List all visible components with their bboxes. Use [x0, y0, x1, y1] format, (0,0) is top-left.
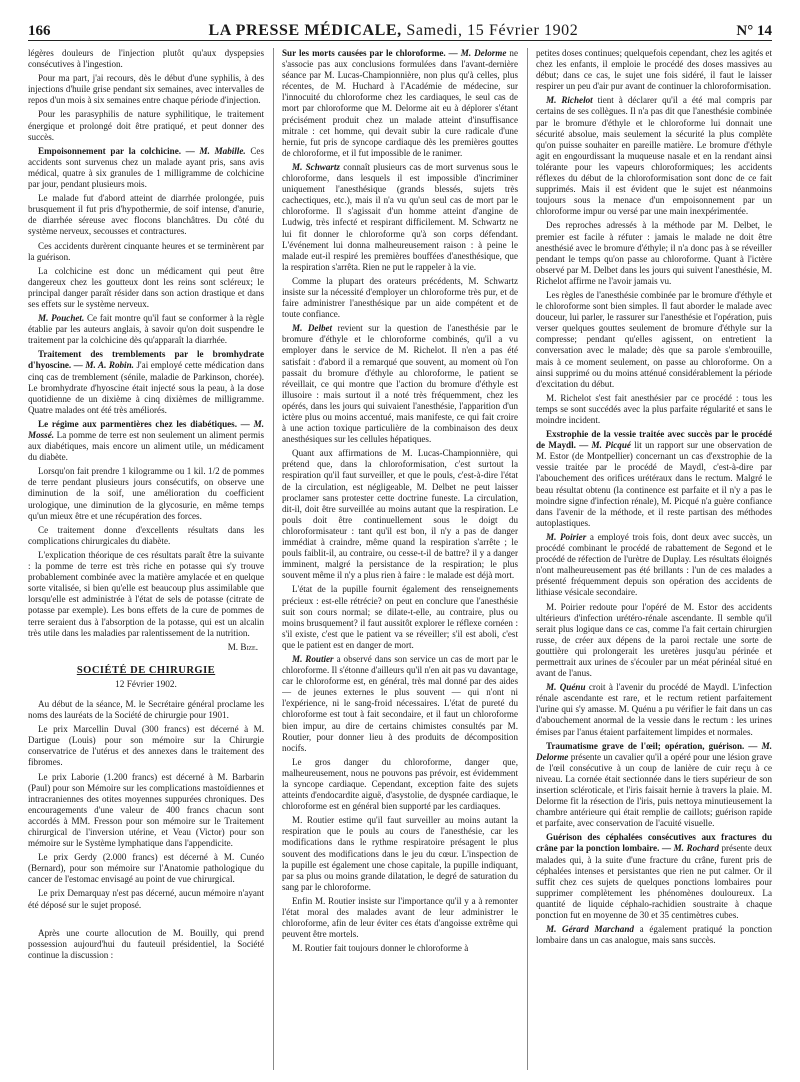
page-number: 166	[28, 23, 51, 39]
article-text: Ces accidents sont survenus chez un malade ayant pris, sans avis médical, quatre à six granules de 1 milligramme de colchicine par jour, pendant plusieurs mois.	[28, 145, 264, 190]
paragraph: M. Richelot s'est fait anesthésier par ce procédé : tous les temps se sont succédés avec la plus parfaite régularité et sans le moindre incident.	[536, 392, 772, 425]
article-author: — M. Delorme	[536, 740, 772, 762]
article-heading: Le régime aux parmentières chez les diabétiques.	[38, 418, 237, 429]
paragraph: Ce traitement donne d'excellents résultats dans les complications chirurgicales du diabète.	[28, 524, 264, 546]
paragraph	[282, 323, 518, 445]
article-text: lit un rapport sur une observation de M. Estor (de Montpellier) concernant un cas d'exstrophie de la vessie traitée par le procédé de Maydl, c'est-à-dire par l'abouchement des orifices urétéraux dans le rectum. Malgré le beau résultat obtenu (la continence est parfaite et il n'y a pas le moindre signe d'infection rénale), M. Picqué n'a guère confiance dans l'avenir de la méthode, et il reste partisan des méthodes autoplastiques.	[536, 440, 772, 528]
paragraph: Quant aux affirmations de M. Lucas-Championnière, qui prétend que, dans la chloroformisation, c'est surtout la respiration qu'il faut surveiller, et que le pouls, c'est-à-dire l'état de la circulation, est négligeable, M. Delbet ne peut laisser proclamer sans protester cette doctrine funeste. La circulation, dit-il, doit être surveillée au moins autant que la respiration. Le pouls doit être continuellement sous le doigt du chloroformisateur : tant qu'il est bon, il n'y a pas de danger immédiat à craindre, même quand la respiration s'arrête ; le pouls faiblit-il, au contraire, ou cesse-t-il de battre? il y a danger imminent, malgré la persistance de la respiration; le plus souvent même il n'y a plus rien à faire : le malade est déjà mort.	[282, 448, 518, 581]
paragraph	[28, 313, 264, 346]
column-middle	[282, 48, 518, 1070]
paragraph: Des reproches adressés à la méthode par M. Delbet, le premier est facile à réfuter : jamais le malade ne doit être anesthésié avec le bromure d'éthyle; il n'a donc pas à se réveiller pendant le temps qu'on passe au chloroforme. Quant à l'ictère observé par M. Delbet dans les jours qui suivent l'anesthésie, M. Richelot affirme ne l'avoir jamais vu.	[536, 220, 772, 286]
paragraph: Ces accidents durèrent cinquante heures et se terminèrent par la guérison.	[28, 240, 264, 262]
page-header	[28, 18, 772, 41]
speaker-name: M. Gérard Marchand	[546, 924, 634, 935]
paragraph: Le malade fut d'abord atteint de diarrhée prolongée, puis brusquement il fut pris d'hypothermie, de soif intense, d'anurie, de diarrhée séreuse avec flocons blanchâtres. Du côté du système nerveux, secousses et contractures.	[28, 193, 264, 237]
paragraph: petites doses continues; quelquefois cependant, chez les agités et chez les enfants, il emploie le procédé des doses massives au début; dans ce cas, le sujet une fois sidéré, il faut le laisser respirer un peu d'air pur avant de continuer la chloroformisation.	[536, 48, 772, 92]
speaker-name: M. Poirier	[546, 531, 587, 542]
speaker-text: connaît plusieurs cas de mort survenus sous le chloroforme, dans lesquels il est impossible d'incriminer uniquement l'anesthésique (grands blessés, sujets très cachectiques, etc.), mais il n'a vu qu'un seul cas de mort par le chloroforme. Il s'agissait d'un homme atteint d'angine de Ludwig, très infecté et respirant difficilement. M. Schwartz ne lui fit donner le chloroforme qu'à son corps défendant. L'événement lui donna malheureusement raison : à peine le malade eut-il respiré les premières bouffées d'anesthésique, que la respiration s'arrêta. Rien ne put le rappeler à la vie.	[282, 161, 518, 272]
article-author: — M. Picqué	[579, 440, 631, 451]
speaker-text: a observé dans son service un cas de mort par le chloroforme. Il s'étonne d'ailleurs qu'il n'en ait pas vu davantage, car le chloroforme est, en général, très mal donné par des aides — de jeunes externes le plus souvent — qui n'ont ni l'expérience, ni le sang-froid nécessaires. L'état de pureté du chloroforme est tout à fait secondaire, et il faut un chloroforme bien impur, au dire de certains chimistes consultés par M. Routier, pour donner lieu à des produits de décomposition nocifs.	[282, 653, 518, 753]
paragraph	[536, 682, 772, 737]
paragraph: La colchicine est donc un médicament qui peut être dangereux chez les goutteux dont les reins sont scléreux; le principal danger paraît résider dans son action drastique et dans ses effets sur le système nerveux.	[28, 265, 264, 309]
paragraph: Pour les parasyphilis de nature syphilitique, le traitement énergique et prolongé doit être pratiqué, et peut donner des succès.	[28, 109, 264, 142]
paragraph: Le prix Gerdy (2.000 francs) est décerné à M. Cunéo (Bernard), pour son mémoire sur l'Anatomie pathologique du cancer de l'estomac envisagé au point de vue chirurgical.	[28, 852, 264, 885]
speaker-name: M. Routier	[292, 653, 334, 664]
paragraph	[536, 532, 772, 599]
section-date: 12 Février 1902.	[115, 679, 177, 690]
paragraph: Lorsqu'on fait prendre 1 kilogramme ou 1 kil. 1/2 de pommes de terre pendant plusieurs jours consécutifs, on observe une diminution de la soif, une amélioration du coefficient urologique, une diminution de la glycosurie, en même temps qu'un mieux être et une récupération des forces.	[28, 466, 264, 521]
article-text: J'ai employé cette médication dans cinq cas de tremblement (sénile, maladie de Parkinson, chorée). Le bromhydrate d'hyoscine était injecté sous la peau, à la dose quotidienne de un dixième à cinq dixièmes de milligramme. Quatre malades ont été très améliorés.	[28, 360, 264, 415]
paragraph: L'explication théorique de ces résultats paraît être la suivante : la pomme de terre est très riche en potasse qui s'y trouve probablement combinée avec la matière amylacée et en quelque sorte vitalisée, si bien qu'elle est beaucoup plus assimilable que lorsqu'elle est administrée à l'état de sels de potasse (citrate de potasse par exemple). Les bons effets de la cure de pommes de terre seraient dus à l'absorption de la potasse, qui est un alcalin très utile dans les maladies par ralentissement de la nutrition.	[28, 549, 264, 638]
paragraph	[282, 654, 518, 754]
article-text: La pomme de terre est non seulement un aliment permis aux diabétiques, mais encore un aliment utile, un médicament du diabète.	[28, 430, 264, 463]
speaker-text: tient à déclarer qu'il a été mal compris par certains de ses collègues. Il n'a pas dit que l'anesthésie combinée par le bromure d'éthyle et le chloroforme lui donnait une sécurité absolue, mais seulement la sécurité la plus complète qu'on puisse souhaiter en pareille matière. Le bromure d'éthyle agit en engourdissant la muqueuse nasale et en la rendant ainsi tolérante pour les vapeurs chloroformiques; les accidents réflexes du début de la chloroformisation sont donc de ce fait supprimés. Mais il est évident que le sujet est néanmoins toujours sous la menace d'un empoisonnement par un chloroforme impur ou versé par une main inexpérimentée.	[536, 95, 772, 217]
paragraph	[536, 924, 772, 946]
article-heading: Traumatisme grave de l'œil; opération, guérison.	[546, 740, 745, 751]
section-title: SOCIÉTÉ DE CHIRURGIE	[76, 664, 216, 676]
paragraph: légères douleurs de l'injection plutôt qu'aux dyspepsies consécutives à l'ingestion.	[28, 48, 264, 70]
speaker-name: M. Delbet	[292, 323, 333, 334]
paragraph: Le prix Demarquay n'est pas décerné, aucun mémoire n'ayant été déposé sur le sujet proposé.	[28, 888, 264, 910]
paragraph: Le gros danger du chloroforme, danger que, malheureusement, nous ne pouvons pas prévoir, est évidemment la syncope cardiaque. Cependant, exception faite des sujets atteints d'endocardite aiguë, d'asystolie, de dyspnée cardiaque, le chloroforme est en général bien supporté par les cardiaques.	[282, 756, 518, 812]
article-cephalees	[536, 832, 772, 921]
paragraph: L'état de la pupille fournit également des renseignements précieux : est-elle rétrécie? on peut en conclure que l'anesthésie suit son cours normal; se dilate-t-elle, au contraire, plus ou moins brusquement? il faut aussitôt explorer le réflexe cornéen : s'il existe, c'est que le patient va se réveiller; s'il est aboli, c'est que le patient est en danger de mort.	[282, 584, 518, 650]
article-heading: Guérison des céphalées consécutives aux fractures du crâne par la ponction lombaire.	[536, 832, 772, 854]
paragraph: Le prix Laborie (1.200 francs) est décerné à M. Barbarin (Paul) pour son Mémoire sur les complications mastoïdiennes et intracraniennes des otites moyennes suppurées chroniques. Des encouragements d'une valeur de 400 francs chacun sont accordés à MM. Fresson pour son mémoire sur le Traitement chirurgical de l'inversion utérine, et Veau (Victor) pour son mémoire sur le Système lymphatique dans l'appendicite.	[28, 771, 264, 849]
article-author: — M. Mabille.	[185, 145, 246, 156]
paragraph: Les règles de l'anesthésie combinée par le bromure d'éthyle et le chloroforme sont bien simples. Il faut aborder le malade avec douceur, lui parler, le rassurer sur l'anesthésie et l'opération, puis verser quelques gouttes seulement de bromure d'éthyle sur la compresse; pendant qu'elles agissent, on entretient la conversation avec le malade; dès que sa parole s'embrouille, mais à ce moment seulement, on passe au chloroforme. On a ainsi supprimé ou du moins atténué considérablement la période d'excitation du début.	[536, 289, 772, 389]
paragraph	[282, 162, 518, 273]
issue-date: Samedi, 15 Février 1902	[406, 22, 579, 39]
paragraph: Pour ma part, j'ai recours, dès le début d'une syphilis, à des injections d'huile grise pendant six semaines, avec intervalles de repos d'un mois à six semaines entre chaque période d'injection.	[28, 73, 264, 106]
paragraph: Au début de la séance, M. le Secrétaire général proclame les noms des lauréats de la Société de chirurgie pour 1901.	[28, 698, 264, 721]
article-author: — M. Delorme	[448, 48, 507, 58]
article-exstrophie	[536, 429, 772, 529]
column-left	[28, 48, 264, 1070]
paragraph: Enfin M. Routier insiste sur l'importance qu'il y a à remonter l'état moral des malades avant de leur administrer le chloroforme, afin de leur éviter ces états d'angoisse extrême qui peuvent être mortels.	[282, 895, 518, 940]
speaker-text: a employé trois fois, dont deux avec succès, un procédé combinant le procédé de rabattement de Segond et le procédé de réfection de l'urètre de Duplay. Les résultats éloignés n'ont malheureusement pas été brillants : l'un de ces malades a présenté fréquemment depuis son opération des accidents de lithiase vésicale secondaire.	[536, 531, 772, 598]
paragraph: Après une courte allocution de M. Bouilly, qui prend possession aujourd'hui du fauteuil présidentiel, la Société continue la discussion :	[28, 927, 264, 960]
speaker-text: croit à l'avenir du procédé de Maydl. L'infection rénale ascendante est rare, et le rectum retient parfaitement l'urine qui s'y amasse. M. Quénu a pu vérifier le fait dans un cas d'abouchement anormal de la vessie dans le rectum : les urines émises par l'anus étaient parfaitement limpides et normales.	[536, 682, 772, 737]
paragraph: Le prix Marcellin Duval (300 francs) est décerné à M. Dartigue (Louis) pour son mémoire sur la Chirurgie conservatrice de l'utérus et des annexes dans le traitement des fibromes.	[28, 724, 264, 768]
article-text: ne s'associe pas aux conclusions formulées dans l'avant-dernière séance par M. Lucas-Championnière, non plus qu'à celles, plus récentes, de M. Huchard à l'Académie de médecine, sur l'innocuité du chloroforme chez les cardiaques, le seul cas de mort par chloroforme que M. Delorme ait eu à déplorer s'étant précisément produit chez un malade atteint d'insuffisance mitrale : cet homme, qui devait subir la cure radicale d'une hernie, fut pris de syncope cardiaque dès les premières gouttes de chloroforme, et il fut impossible de le ranimer.	[282, 48, 518, 158]
speaker-name: M. Quénu	[546, 682, 586, 693]
column-divider	[273, 48, 274, 1070]
article-author: — M. A. Robin.	[73, 360, 134, 371]
article-author: — M. Mossé.	[28, 418, 264, 440]
signature: M. Bize.	[227, 641, 258, 652]
article-colchicine	[28, 146, 264, 190]
article-regime	[28, 419, 264, 463]
column-divider	[527, 48, 528, 1070]
article-author: — M. Rochard	[661, 843, 719, 854]
article-heading: Sur les morts causées par le chloroforme.	[282, 48, 446, 58]
speaker-text: Ce fait montre qu'il faut se conformer à la règle établie par les auteurs anglais, à savoir qu'on doit suspendre le traitement par la colchicine dès qu'apparaît la diarrhée.	[28, 313, 264, 346]
speaker-name: M. Richelot	[546, 95, 593, 106]
article-heading: Empoisonnement par la colchicine.	[38, 145, 182, 156]
spacer	[28, 914, 264, 928]
paragraph: M. Poirier redoute pour l'opéré de M. Estor des accidents ultérieurs d'infection urétéro-rénale ascendante. Il semble qu'il serait plus logique dans ce cas, comme l'a fait certain chirurgien russe, de créer aux dépens de la paroi rectale une sorte de gouttière qui prolongerait les uretères jusqu'au périnée et permettrait aux urines de s'écouler par un méat périnéal situé en avant de l'anus.	[536, 601, 772, 679]
speaker-name: M. Schwartz	[292, 161, 340, 172]
article-traumatisme	[536, 741, 772, 830]
article-chloroforme	[282, 48, 518, 159]
article-heading: Traitement des tremblements par le bromhydrate d'hyoscine.	[28, 349, 264, 371]
article-heading: Exstrophie de la vessie traitée avec succès par le procédé de Maydl.	[536, 429, 772, 451]
speaker-name: M. Pouchet.	[38, 313, 85, 324]
article-text: présente deux malades qui, à la suite d'une fracture du crâne, furent pris de céphalées intenses et persistantes que rien ne put calmer. Or il suffit chez ces sujets de quelques ponctions lombaires pour supprimer complètement les phénomènes douloureux. La quantité de liquide céphalo-rachidien soustraite à chaque ponction fut en moyenne de 30 et 35 centimètres cubes.	[536, 843, 772, 921]
masthead	[209, 22, 579, 40]
article-text: présente un cavalier qu'il a opéré pour une lésion grave de l'œil consécutive à un coup de lanière de cuir reçu à ce niveau. La cornée était sectionnée dans le tiers supérieur de son insertion scléroticale, et l'iris faisait hernie à travers la plaie. M. Delorme fit la résection de l'iris, puis nettoya minutieusement la chambre antérieure qui était remplie de caillots; guérison rapide et parfaite, avec conservation de l'acuité visuelle.	[536, 751, 772, 829]
paragraph: M. Routier fait toujours donner le chloroforme à	[292, 943, 469, 954]
column-right	[536, 48, 772, 1070]
speaker-text: revient sur la question de l'anesthésie par le bromure d'éthyle et le chloroforme combinés, qu'il a vu employer dans le service de M. Richelot. Il n'en a pas été satisfait : d'abord il a remarqué que souvent, au moment où l'on passait du bromure d'éthyle au chloroforme, le patient se réveillait, ce qui montre que l'action du bromure d'éthyle est illusoire : mais surtout il a noté très fréquemment, chez les opérés, dans les jours qui suivaient l'anesthésie, l'apparition d'un ictère plus ou moins accentué, mais manifeste, ce qui fait croire à une action toxique particulière de la combinaison des deux anesthésiques sur les cellules hépatiques.	[282, 323, 518, 445]
paragraph: Comme la plupart des orateurs précédents, M. Schwartz insiste sur la nécessité d'employer un chloroforme très pur, et de faire administrer l'anesthésique par un aide compétent et de toute confiance.	[282, 275, 518, 320]
paragraph	[536, 95, 772, 217]
journal-title: LA PRESSE MÉDICALE,	[208, 22, 402, 39]
paragraph: M. Routier estime qu'il faut surveiller au moins autant la respiration que le pouls au cours de l'anesthésie, car les modifications dans le rythme respiratoire présagent le plus souvent des modifications dans le jeu du cœur. L'inspection de la pupille est également une chose capitale, la pupille indiquant, par sa plus ou moins grande dilatation, le degré de saturation du sang par le chloroforme.	[282, 815, 518, 892]
speaker-text: a également pratiqué la ponction lombaire dans un cas analogue, mais sans succès.	[536, 924, 772, 946]
article-tremblements	[28, 349, 264, 416]
issue-number: N° 14	[736, 23, 772, 39]
